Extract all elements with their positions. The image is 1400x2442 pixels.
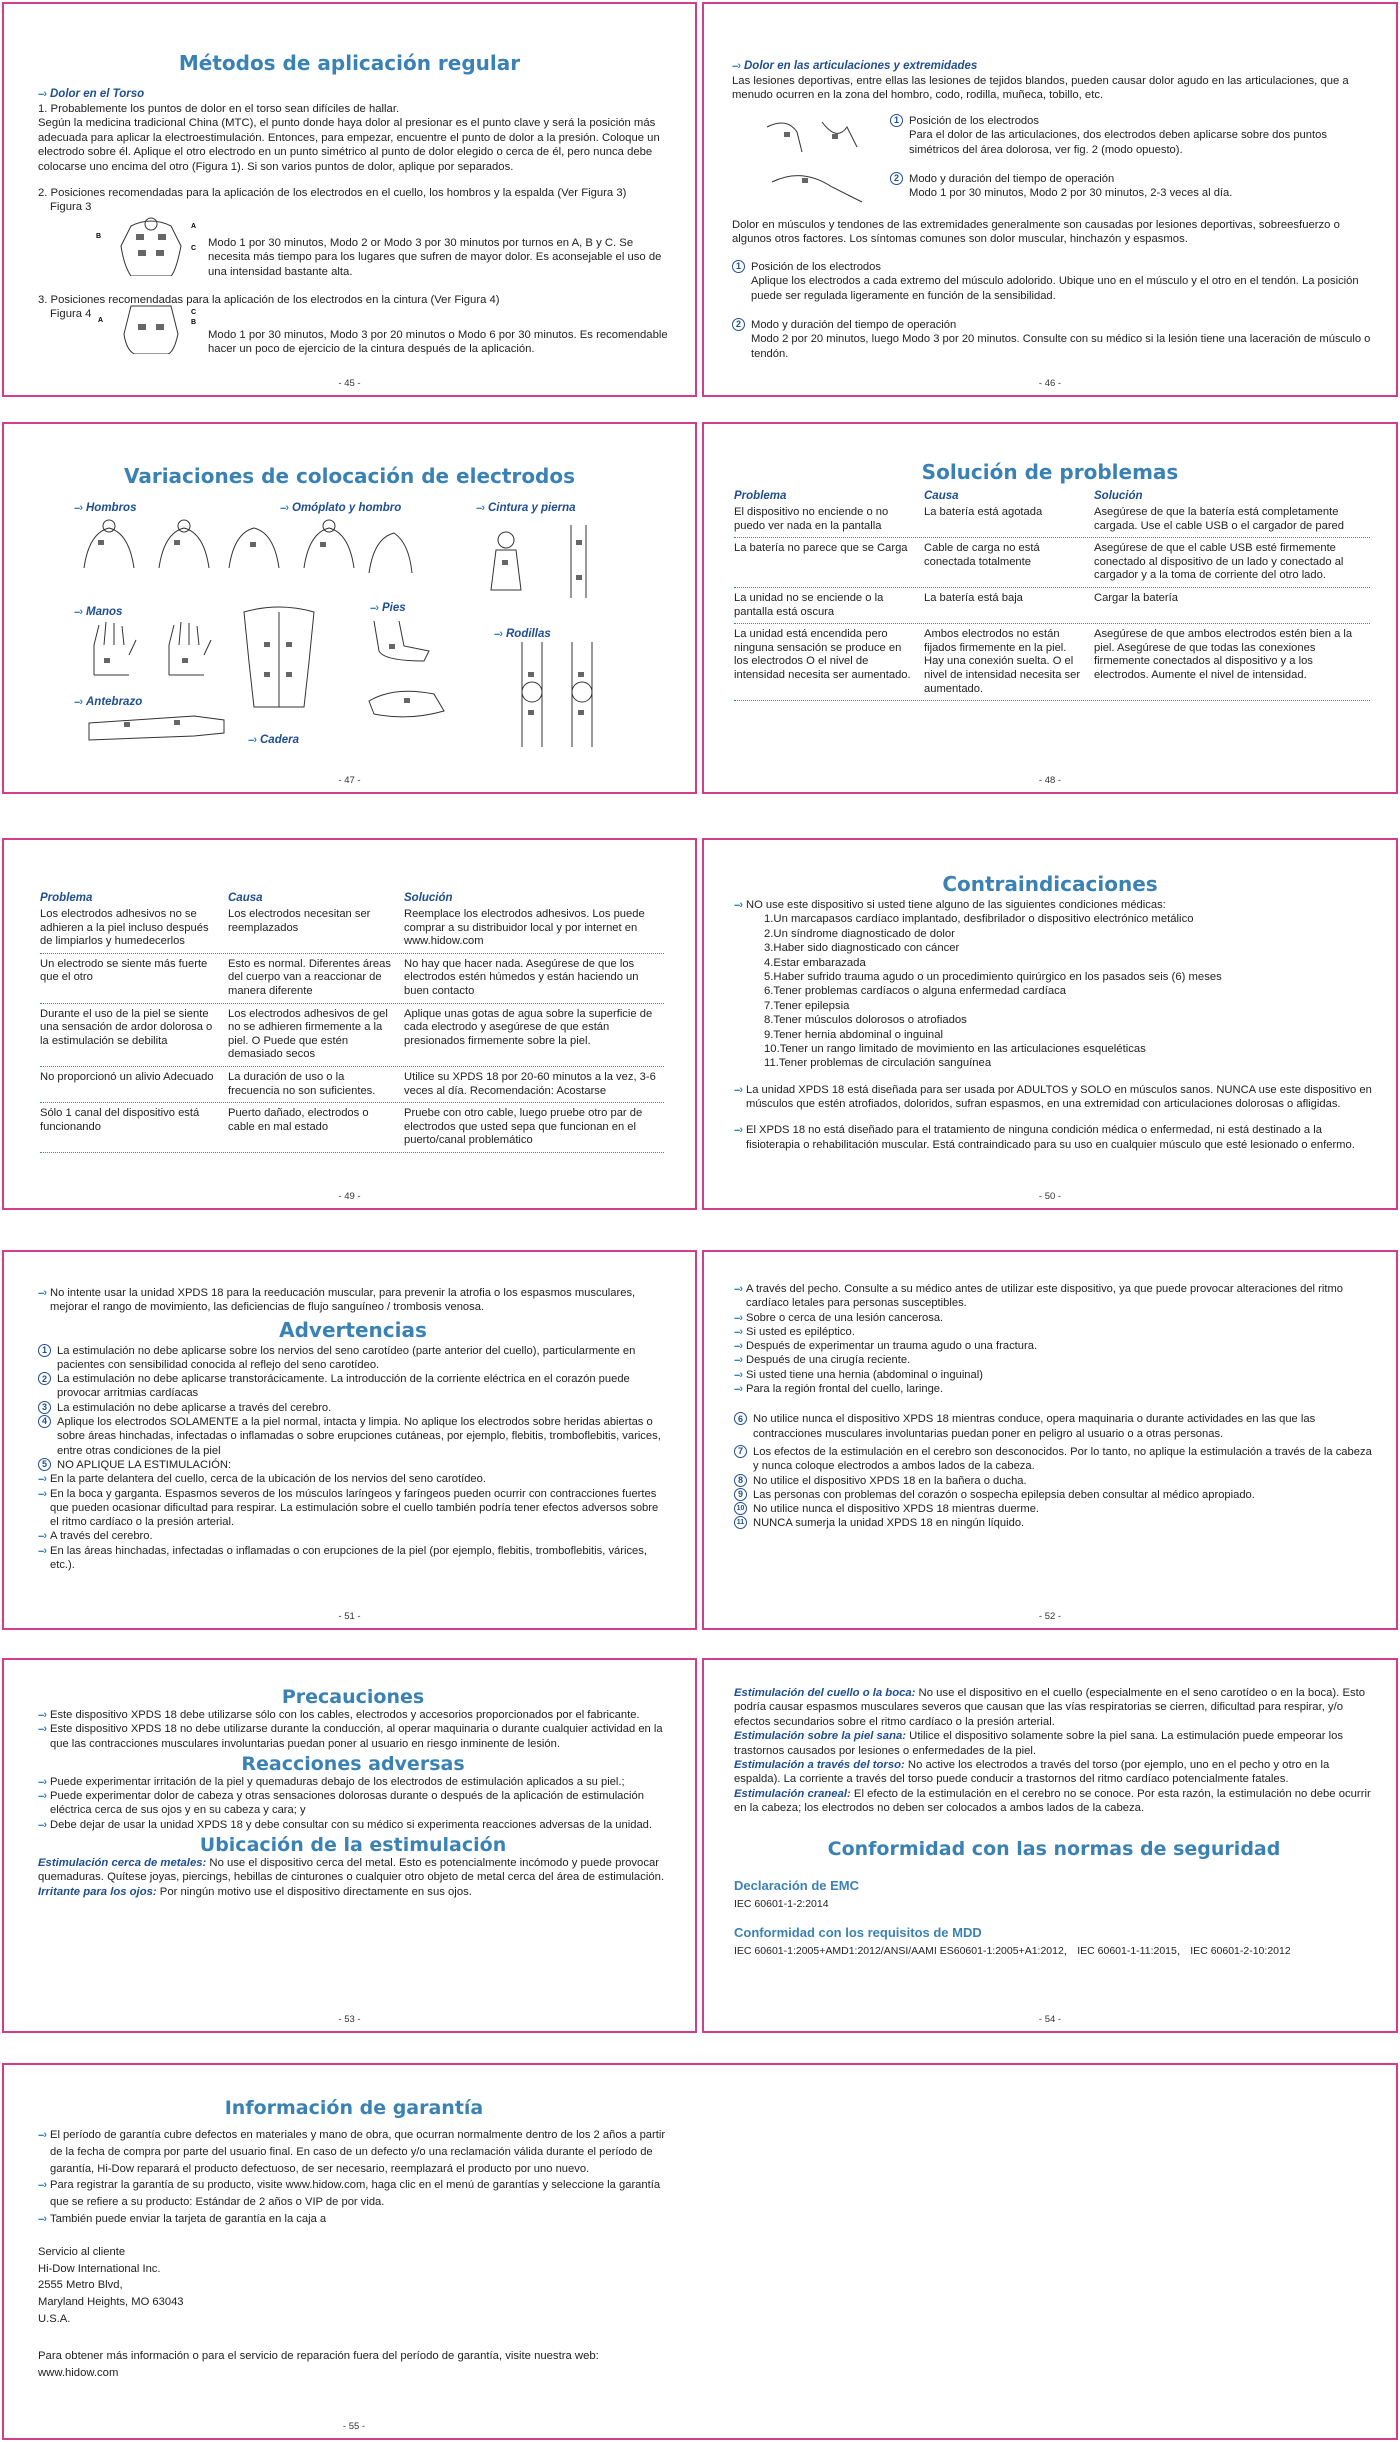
feet-illustration: [364, 616, 454, 726]
circled-number-icon: 4: [38, 1415, 51, 1428]
section-title: Precauciones: [281, 1686, 425, 1708]
dashed-arrow-icon: --›: [74, 696, 82, 708]
table-cell: Ambos electrodos no están fijados firmemente en la piel. Hay una conexión suelta. O el nivel de intensidad necesita ser aumentado.: [924, 628, 1081, 695]
address-block: Servicio al cliente Hi-Dow International Inc. 2555 Metro Blvd, Maryland Heights, MO 63043 U.S.A.: [38, 2245, 184, 2325]
bullet-item: --› NO use este dispositivo si usted tiene alguno de las siguientes condiciones médicas:: [734, 899, 1166, 911]
dashed-arrow-icon: --›: [734, 1311, 742, 1324]
forearm-illustration: [84, 708, 234, 768]
bullet-item: --› Puede experimentar irritación de la piel y quemaduras debajo de los electrodos de estimulación aplicados a su piel.;: [38, 1775, 625, 1788]
mdd-standards: IEC 60601-1:2005+AMD1:2012/ANSI/AAMI ES60601-1:2005+A1:2012， IEC 60601-1-11:2015， IEC 60601-2-10:2012: [734, 1945, 1291, 1958]
numbered-item: 2 Modo y duración del tiempo de operación Modo 2 por 20 minutos, luego Modo 3 por 20 minutos. Consulte con su médico si la lesión tiene una laceración de músculo o tendón.: [732, 318, 1372, 361]
circled-number-icon: 6: [734, 1412, 747, 1425]
dashed-arrow-icon: --›: [38, 1775, 46, 1788]
table-row: [40, 1067, 664, 1103]
table-cell: Reemplace los electrodos adhesivos. Los puede comprar a su distribuidor local y por internet en www.hidow.com: [404, 908, 645, 948]
subheading: --› Dolor en el Torso: [38, 88, 145, 100]
table-cell: La duración de uso o la frecuencia no son suficientes.: [228, 1070, 376, 1097]
hands-illustration: [84, 620, 234, 680]
table-cell: La unidad no se enciende o la pantalla está oscura: [734, 591, 884, 618]
circled-number-icon: 1: [38, 1344, 51, 1357]
paragraph: Estimulación craneal: El efecto de la estimulación en el cerebro no se conoce. Por esta razón, la estimulación no debe ocurrir en la cabeza; los electrodos no deben ser colocados a ambos lados de la cabeza.: [734, 1787, 1371, 1815]
table-cell: Esto es normal. Diferentes áreas del cuerpo van a reaccionar de manera diferente: [228, 957, 391, 997]
section-title: Reacciones adversas: [241, 1752, 465, 1775]
dashed-arrow-icon: --›: [38, 1544, 46, 1557]
page-number: - 53 -: [338, 2014, 361, 2025]
dashed-arrow-icon: --›: [38, 88, 46, 100]
svg-text:C: C: [191, 245, 197, 252]
dashed-arrow-icon: --›: [38, 2179, 46, 2192]
knees-illustration: [482, 642, 622, 752]
circled-number-icon: 10: [734, 1502, 747, 1515]
list-item: 9.Tener hernia abdominal o inguinal: [764, 1028, 943, 1041]
dashed-arrow-icon: --›: [38, 1530, 46, 1543]
dashed-arrow-icon: --›: [734, 1383, 742, 1396]
dashed-arrow-icon: --›: [734, 1124, 742, 1137]
numbered-item: 6 No utilice nunca el dispositivo XPDS 18 mientras conduce, opera maquinaria o durante actividades en las que las contracciones musculares involuntarias puedan poner en peligro al usuario o a otras personas.: [734, 1412, 1374, 1441]
circled-number-icon: 7: [734, 1445, 747, 1458]
table-cell: Pruebe con otro cable, luego pruebe otro par de electrodos que usted sepa que funcionan en el puerto/canal problemático: [404, 1107, 643, 1147]
table-cell: Los electrodos necesitan ser reemplazados: [228, 908, 371, 934]
circled-number-icon: 2: [890, 172, 903, 185]
figure-4-text: Modo 1 por 30 minutos, Modo 3 por 20 minutos o Modo 6 por 30 minutos. Es recomendable hacer un poco de ejercicio de la cintura después de la aplicación.: [208, 329, 668, 356]
dashed-arrow-icon: --›: [734, 1354, 742, 1367]
dashed-arrow-icon: --›: [734, 1083, 742, 1096]
table-cell: Asegúrese de que la batería está completamente cargada. Use el cable USB o el cargador de pared: [1094, 506, 1345, 532]
waist-leg-illustration: [476, 520, 636, 600]
bullet-item: --› Debe dejar de usar la unidad XPDS 18 y debe consultar con su médico si experimenta reacciones adversas de la unidad.: [38, 1818, 652, 1831]
list-item: 8.Tener músculos dolorosos o atrofiados: [764, 1014, 967, 1027]
list-item: 4.Estar embarazada: [764, 956, 866, 969]
table-cell: Asegúrese de que ambos electrodos estén bien a la piel. Asegúrese de que todas las conexiones firmemente conectados al dispositivo y a los electrodos. Aumente el nivel de intensidad.: [1094, 628, 1353, 681]
paragraph: Dolor en músculos y tendones de las extremidades generalmente son causadas por lesiones deportivas, sobreesfuerzo o algunos otros factores. Los síntomas comunes son dolor muscular, hinchazón y espasmos.: [732, 219, 1340, 246]
paragraph: 2. Posiciones recomendadas para la aplicación de los electrodos en el cuello, los hombros y la espalda (Ver Figura 3): [38, 187, 627, 200]
bullet-item: --› Puede experimentar dolor de cabeza y otras sensaciones dolorosas durante o después de la aplicación de estimulación eléctrica cerca de sus ojos y en su cabeza y cara; y: [38, 1790, 644, 1817]
dashed-arrow-icon: --›: [734, 1283, 742, 1295]
page-45: [2, 2, 697, 397]
torso-illustration: [234, 602, 324, 712]
table-cell: Aplique unas gotas de agua sobre la superficie de cada electrodo y asegúrese de que están presionados firmemente sobre la piel.: [404, 1007, 653, 1047]
label-pies: --› Pies: [370, 602, 406, 614]
circled-number-icon: 11: [734, 1516, 747, 1529]
mdd-title: Conformidad con los requisitos de MDD: [734, 1925, 982, 1941]
paragraph: 1. Probablemente los puntos de dolor en el torso sean difíciles de hallar.: [38, 103, 400, 115]
table-cell: Puerto dañado, electrodos o cable en mal estado: [228, 1107, 369, 1133]
dashed-arrow-icon: --›: [734, 1368, 742, 1381]
table-cell: Sólo 1 canal del dispositivo está funcionando: [40, 1107, 200, 1133]
paragraph: Estimulación sobre la piel sana: Utilice el dispositivo solamente sobre la piel sana. La estimulación puede empeorar los trastornos causados por lesiones o enfermedades de la piel.: [734, 1730, 1344, 1757]
paragraph: Irritante para los ojos: Por ningún motivo use el dispositivo directamente en sus ojos.: [38, 1885, 472, 1898]
page-48: [702, 422, 1398, 794]
bullet-item: --› A través del pecho. Consulte a su médico antes de utilizar este dispositivo, ya que puede provocar alteraciones del ritmo cardíaco letales para personas susceptibles.: [734, 1283, 1344, 1310]
troubleshooting-table: [734, 490, 1370, 701]
dashed-arrow-icon: --›: [74, 606, 82, 618]
table-cell: No proporcionó un alivio Adecuado: [40, 1070, 214, 1083]
label-hombros: --› Hombros: [74, 502, 137, 514]
dashed-arrow-icon: --›: [476, 502, 484, 514]
page-number: - 51 -: [338, 1611, 361, 1622]
bullet-item: --› Para registrar la garantía de su producto, visite www.hidow.com, haga clic en el menú de garantías y seleccione la garantía que se refiere a su producto: Estándar de 2 años o VIP de por vida.: [38, 2177, 670, 2211]
numbered-item: 2 La estimulación no debe aplicarse transtorácicamente. La introducción de la corriente eléctrica en el corazón puede provocar arritmias cardíacas: [38, 1372, 668, 1401]
table-cell: La batería está agotada: [924, 506, 1043, 518]
circled-number-icon: 1: [732, 260, 745, 273]
dashed-arrow-icon: --›: [38, 1487, 46, 1500]
paragraph: Estimulación cerca de metales: No use el dispositivo cerca del metal. Esto es potencialmente incómodo y puede provocar quemaduras. Quítese joyas, piercings, hebillas de cinturones o cualquier otro objeto de metal cerca del área de estimulación.: [38, 1857, 665, 1884]
dashed-arrow-icon: --›: [38, 1818, 46, 1831]
list-item: 11.Tener problemas de circulación sanguínea: [764, 1057, 992, 1070]
table-cell: La batería no parece que se Carga: [734, 542, 908, 555]
dashed-arrow-icon: --›: [38, 1287, 46, 1299]
bullet-item: --› Este dispositivo XPDS 18 no debe utilizarse durante la conducción, al operar maquinaria o durante cualquier actividad en la que las contracciones musculares involuntarias puedan poner al usuario en riesgo inminente de lesión.: [38, 1723, 663, 1750]
page-number: - 55 -: [342, 2421, 366, 2432]
circled-number-icon: 9: [734, 1488, 747, 1501]
bullet-item: --› El XPDS 18 no está diseñado para el tratamiento de ninguna condición médica o enfermedad, ni está destinado a la fisioterapia o rehabilitación muscular. Está contraindicado para su uso en cualquier músculo que esté lesionado o enfermo.: [734, 1124, 1355, 1151]
table-cell: Durante el uso de la piel se siente una sensación de ardor dolorosa o la estimulación se debilita: [40, 1007, 213, 1047]
joint-illustration: [762, 112, 882, 212]
numbered-item: 9 Las personas con problemas del corazón o sospecha epilepsia deben consultar al médico apropiado.: [734, 1488, 1374, 1502]
paragraph: Las lesiones deportivas, entre ellas las lesiones de tejidos blandos, pueden causar dolor agudo en las articulaciones, que a menudo ocurren en la zona del hombro, codo, rodilla, muñeca, tobillo, etc.: [732, 75, 1349, 102]
page-number: - 54 -: [1038, 2014, 1062, 2025]
svg-text:A: A: [191, 223, 197, 230]
dashed-arrow-icon: --›: [734, 899, 742, 911]
label-rodillas: --› Rodillas: [494, 628, 551, 640]
page-number: - 45 -: [338, 378, 361, 389]
bullet-item: --› Si usted tiene una hernia (abdominal o inguinal): [734, 1368, 983, 1381]
numbered-item: 1 La estimulación no debe aplicarse sobre los nervios del seno carotídeo (parte anterior del cuello), particularmente en pacientes con sensibilidad conocida al reflejo del seno carotídeo.: [38, 1344, 668, 1373]
dashed-arrow-icon: --›: [734, 1325, 742, 1338]
bullet-item: --› En la parte delantera del cuello, cerca de la ubicación de los nervios del seno carotídeo.: [38, 1473, 486, 1486]
section-title: Ubicación de la estimulación: [199, 1834, 507, 1857]
paragraph: Según la medicina tradicional China (MTC), el punto donde haya dolor al presionar es el punto clave y será la posición más adecuada para aplicar la electroestimulación. Entonces, para empezar, encuentre el punto de dolor a la presión. Coloque un electrodo sobre él. Aplique el otro electrodo en un punto simétrico al punto de dolor elegido o cerca de él, pero nunca debe colocarse uno encima del otro (Figura 1). Si son varios puntos de dolor, aplique por separados.: [38, 117, 660, 173]
numbered-item: 11 NUNCA sumerja la unidad XPDS 18 en ningún líquido.: [734, 1516, 1374, 1530]
bullet-item: --› Si usted es epiléptico.: [734, 1325, 855, 1338]
subheading: --› Dolor en las articulaciones y extremidades: [732, 60, 978, 72]
page-55: [2, 2063, 1398, 2440]
numbered-item: 5 NO APLIQUE LA ESTIMULACIÓN:: [38, 1458, 668, 1472]
circled-number-icon: 8: [734, 1474, 747, 1487]
list-item: 3.Haber sido diagnosticado con cáncer: [764, 942, 960, 955]
table-row: [734, 538, 1370, 588]
svg-text:B: B: [96, 233, 102, 240]
bullet-item: --› La unidad XPDS 18 está diseñada para ser usada por ADULTOS y SOLO en músculos sanos. NUNCA use este dispositivo en músculos que estén atrofiados, doloridos, sufran espasmos, en una extremidad con articulaciones dolorosas o afligidas.: [734, 1083, 1372, 1111]
table-row: [734, 502, 1370, 538]
list-item: 1.Un marcapasos cardíaco implantado, desfibrilador o dispositivo electrónico metálico: [764, 913, 1194, 926]
dashed-arrow-icon: --›: [370, 602, 378, 614]
page-number: - 48 -: [1038, 775, 1062, 786]
dashed-arrow-icon: --›: [494, 628, 502, 640]
emc-standard: IEC 60601-1-2:2014: [734, 1897, 829, 1910]
emc-title: Declaración de EMC: [734, 1877, 859, 1893]
page-54: [702, 1658, 1398, 2033]
table-cell: Cargar la batería: [1094, 591, 1178, 604]
page-title: Variaciones de colocación de electrodos: [123, 464, 576, 488]
bullet-item: --› Para la región frontal del cuello, laringe.: [734, 1383, 944, 1396]
page-number: - 49 -: [338, 1191, 361, 1202]
dashed-arrow-icon: --›: [38, 1723, 46, 1736]
dashed-arrow-icon: --›: [732, 60, 740, 72]
page-50: [702, 838, 1398, 1210]
numbered-item: 1 Posición de los electrodos Aplique los electrodos a cada extremo del músculo adolorido. Ubique uno en el músculo y el otro en el tendón. La posición puede ser regulada ligeramente en función de la sensibilidad.: [732, 260, 1372, 303]
circled-number-icon: 1: [890, 114, 903, 127]
bullet-item: --› Sobre o cerca de una lesión cancerosa.: [734, 1311, 944, 1324]
circled-number-icon: 5: [38, 1458, 51, 1471]
bullet-item: --› No intente usar la unidad XPDS 18 para la reeducación muscular, para prevenir la atrofia o los espasmos musculares, mejorar el rango de movimiento, las deficiencias de flujo sanguíneo / trombosis venosa.: [38, 1287, 636, 1314]
dashed-arrow-icon: --›: [38, 2212, 46, 2225]
circled-number-icon: 2: [38, 1372, 51, 1385]
bullet-item: --› En las áreas hinchadas, infectadas o inflamadas o con erupciones de la piel (por ejemplo, flebitis, tromboflebitis, várices, etc.).: [38, 1544, 647, 1572]
figure-3-illustration: [96, 216, 206, 276]
numbered-item: 2 Modo y duración del tiempo de operación Modo 1 por 30 minutos, Modo 2 por 30 minutos, 2-3 veces al día.: [890, 172, 1370, 201]
bullet-item: --› También puede enviar la tarjeta de garantía en la caja a: [38, 2211, 670, 2228]
page-title: Información de garantía: [224, 2097, 484, 2119]
page-53: [2, 1658, 697, 2033]
dashed-arrow-icon: --›: [38, 2129, 46, 2141]
page-title: Solución de problemas: [921, 460, 1179, 484]
bullet-item: --› Después de experimentar un trauma agudo o una fractura.: [734, 1340, 1038, 1353]
table-header: Problema Causa Solución: [40, 892, 453, 904]
page-52: [702, 1250, 1398, 1630]
numbered-item: 1 Posición de los electrodos Para el dolor de las articulaciones, dos electrodos deben aplicarse sobre dos puntos simétricos del área dolorosa, ver fig. 2 (modo opuesto).: [890, 114, 1370, 157]
figure-3-text: Modo 1 por 30 minutos, Modo 2 or Modo 3 por 30 minutos por turnos en A, B y C. Se necesita más tiempo para los lugares que sufren de mayor dolor. Es aconsejable el uso de una intensidad bastante alta.: [208, 237, 662, 278]
dashed-arrow-icon: --›: [38, 1790, 46, 1803]
table-row: [40, 904, 664, 954]
page-number: - 50 -: [1038, 1191, 1062, 1202]
dashed-arrow-icon: --›: [74, 502, 82, 514]
table-row: [734, 624, 1370, 701]
troubleshooting-table: [40, 892, 664, 1153]
figure-4-illustration: [96, 304, 206, 354]
dashed-arrow-icon: --›: [38, 1473, 46, 1486]
bullet-item: --› Después de una cirugía reciente.: [734, 1354, 911, 1367]
page-number: - 47 -: [338, 775, 361, 786]
list-item: 10.Tener un rango limitado de movimiento en las articulaciones esqueléticas: [764, 1042, 1146, 1055]
footer-note: Para obtener más información o para el servicio de reparación fuera del período de garantía, visite nuestra web: www.hidow.com: [38, 2349, 599, 2379]
figure-caption: Figura 3: [50, 201, 92, 214]
table-cell: Utilice su XPDS 18 por 20-60 minutos a la vez, 3-6 veces al día. Recomendación: Acostarse: [404, 1070, 656, 1097]
paragraph: 3. Posiciones recomendadas para la aplicación de los electrodos en la cintura (Ver Figura 4): [38, 294, 500, 306]
table-cell: Los electrodos adhesivos no se adhieren a la piel incluso después de limpiarlos y humedecerlos: [40, 908, 209, 948]
dashed-arrow-icon: --›: [734, 1340, 742, 1353]
numbered-item: 7 Los efectos de la estimulación en el cerebro son desconocidos. Por lo tanto, no aplique la estimulación a través de la cabeza y nunca coloque electrodos a ambos lados de la cabeza.: [734, 1445, 1374, 1474]
svg-text:A: A: [98, 317, 104, 324]
table-cell: El dispositivo no enciende o no puedo ver nada en la pantalla: [734, 506, 889, 532]
list-item: 7.Tener epilepsia: [764, 999, 850, 1012]
contraindication-list: [764, 912, 1374, 1070]
table-row: [40, 1103, 664, 1153]
section-title: Conformidad con las normas de seguridad: [827, 1837, 1281, 1860]
bullet-item: --› A través del cerebro.: [38, 1530, 153, 1543]
page-number: - 52 -: [1038, 1611, 1062, 1622]
label-omoplato: --› Omóplato y hombro: [280, 502, 402, 514]
numbered-item: 10 No utilice nunca el dispositivo XPDS 18 mientras duerme.: [734, 1502, 1374, 1516]
label-manos: --› Manos: [74, 606, 123, 618]
numbered-item: 4 Aplique los electrodos SOLAMENTE a la piel normal, intacta y limpia. No aplique los electrodos sobre heridas abiertas o sobre áreas hinchadas, infectadas o inflamadas o sobre erupciones cutáneas, por ejemplo, flebitis, tromboflebitis, varices, entre otras condiciones de la piel: [38, 1415, 668, 1458]
bullet-item: --› El período de garantía cubre defectos en materiales y mano de obra, que ocurran normalmente dentro de los 2 años a partir de la fecha de compra por parte del usuario final. En caso de un defecto y/o una reclamación válida durante el período de garantía, Hi-Dow reparará el producto defectuoso, de ser necesario, reemplazará el producto por uno nuevo.: [38, 2127, 670, 2177]
table-row: [40, 1004, 664, 1067]
numbered-item: 8 No utilice el dispositivo XPDS 18 en la bañera o ducha.: [734, 1474, 1374, 1488]
paragraph: Estimulación del cuello o la boca: No use el dispositivo en el cuello (especialmente en el seno carotídeo o en la boca). Esto podría causar espasmos musculares severos que causan que las vías respiratorias se cierren, dificultad para respirar, y/o efectos secundarios sobre el ritmo cardíaco o la presión arterial.: [734, 1687, 1366, 1728]
circled-number-icon: 3: [38, 1401, 51, 1414]
list-item: 6.Tener problemas cardíacos o alguna enfermedad cardíaca: [764, 985, 1067, 998]
bullet-item: --› Este dispositivo XPDS 18 debe utilizarse sólo con los cables, electrodos y accesorios proporcionados por el fabricante.: [38, 1709, 640, 1721]
bullet-item: --› En la boca y garganta. Espasmos severos de los músculos laríngeos y faríngeos pueden ocurrir con contracciones fuertes que pueden ocasionar dificultad para respirar. La estimulación sobre el cuello también podría tener efectos adversos sobre el ritmo cardíaco o la presión arterial.: [38, 1487, 659, 1529]
label-cadera: --› Cadera: [248, 734, 299, 746]
table-cell: Los electrodos adhesivos de gel no se adhieren firmemente a la piel. O Puede que estén demasiado secos: [228, 1007, 388, 1061]
svg-text:C: C: [191, 309, 197, 316]
table-cell: No hay que hacer nada. Asegúrese de que los electrodos estén húmedos y están haciendo un buen contacto: [404, 957, 639, 997]
list-item: 5.Haber sufrido trauma agudo o un procedimiento quirúrgico en los pasados seis (6) meses: [764, 970, 1222, 983]
page-51: [2, 1250, 697, 1630]
page-title: Métodos de aplicación regular: [178, 51, 521, 75]
page-title: Contraindicaciones: [942, 872, 1158, 896]
label-cintura: --› Cintura y pierna: [476, 502, 576, 514]
table-cell: La unidad está encendida pero ninguna sensación se produce en los electrodos O el nivel de intensidad necesita ser aumentado.: [734, 628, 911, 681]
dashed-arrow-icon: --›: [280, 502, 288, 514]
table-header: Problema Causa Solución: [734, 490, 1143, 502]
page-46: [702, 2, 1398, 397]
table-row: [734, 588, 1370, 624]
section-title: Advertencias: [279, 1317, 427, 1342]
table-cell: Cable de carga no está conectada totalmente: [924, 542, 1040, 568]
label-antebrazo: --› Antebrazo: [74, 696, 143, 708]
dashed-arrow-icon: --›: [248, 734, 256, 746]
paragraph: Estimulación a través del torso: No active los electrodos a través del torso (por ejemplo, uno en el pecho y otro en la espalda). La corriente a través del torso puede conducir a trastornos del ritmo cardíaco potencialmente fatales.: [734, 1759, 1330, 1786]
table-cell: Asegúrese de que el cable USB esté firmemente conectado al dispositivo de un lado y conectado al cargador y a la toma de corriente del otro lado.: [1094, 542, 1344, 582]
shoulder-illustrations: [74, 518, 414, 578]
list-item: 2.Un síndrome diagnosticado de dolor: [764, 927, 955, 940]
table-row: [40, 954, 664, 1004]
dashed-arrow-icon: --›: [38, 1709, 46, 1721]
page-number: - 46 -: [1038, 378, 1062, 389]
table-cell: Un electrodo se siente más fuerte que el otro: [40, 957, 208, 984]
svg-text:B: B: [191, 319, 197, 326]
figure-caption: Figura 4: [50, 308, 92, 320]
page-49: [2, 838, 697, 1210]
circled-number-icon: 2: [732, 318, 745, 331]
table-cell: La batería está baja: [924, 591, 1023, 604]
page-47: [2, 422, 697, 794]
numbered-item: 3 La estimulación no debe aplicarse a través del cerebro.: [38, 1401, 668, 1415]
